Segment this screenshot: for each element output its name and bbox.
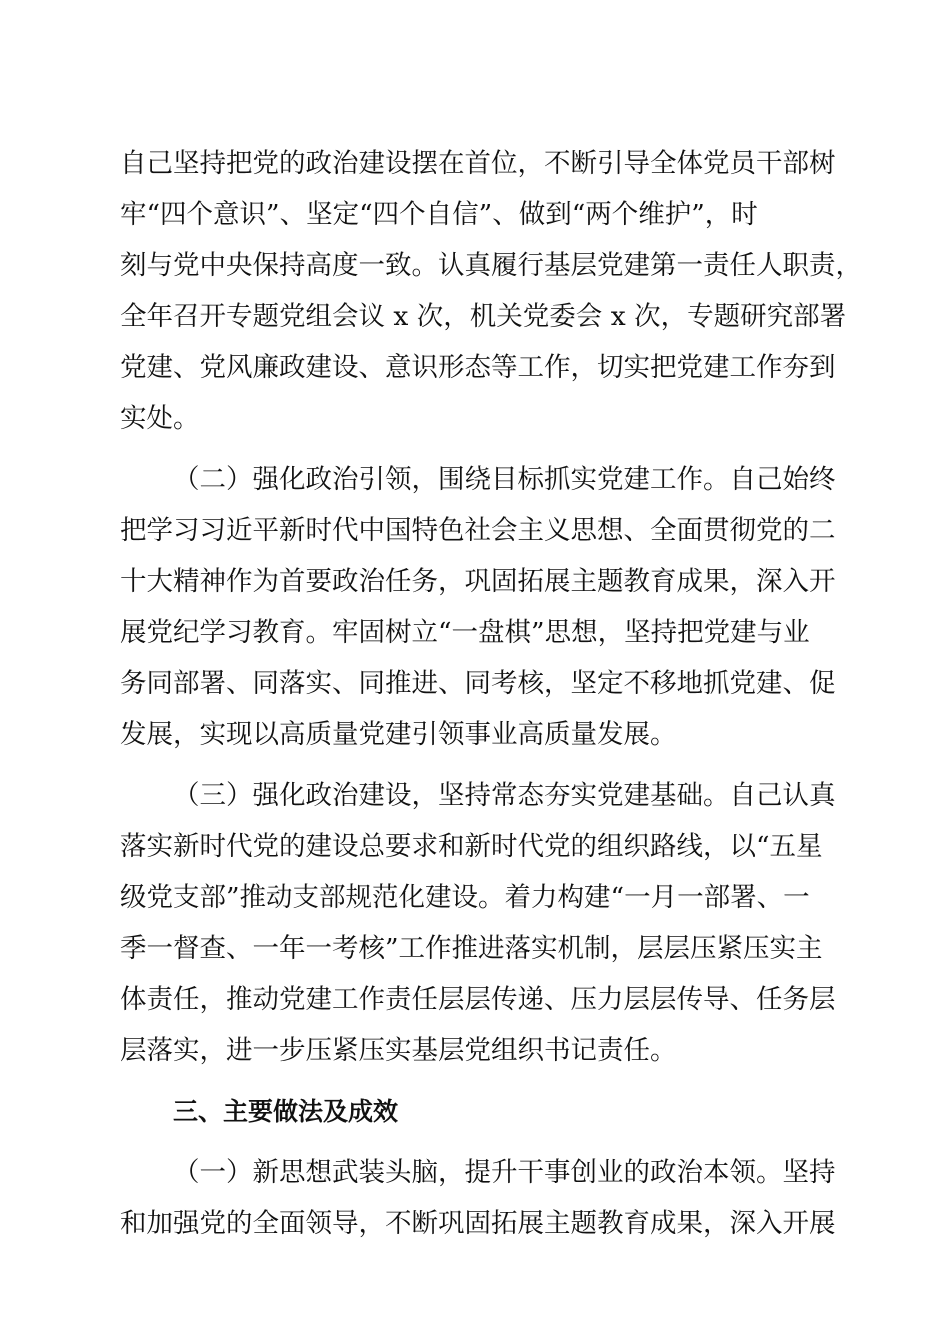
text-line: 发展，实现以高质量党建引领事业高质量发展。 bbox=[120, 719, 677, 750]
text-line: 体责任，推动党建工作责任层层传递、压力层层传导、任务层 bbox=[120, 984, 836, 1015]
text-line: 级党支部”推动支部规范化建设。着力构建“一月一部署、一 bbox=[120, 882, 810, 913]
text-line: 季一督查、一年一考核”工作推进落实机制，层层压紧压实主 bbox=[120, 933, 823, 964]
document-body bbox=[120, 138, 862, 1249]
text-line: 实处。 bbox=[120, 403, 200, 434]
subsection-heading-line: （一）新思想武装头脑，提升干事创业的政治本领。坚持 bbox=[173, 1157, 836, 1188]
text-line: 落实新时代党的建设总要求和新时代党的组织路线，以“五星 bbox=[120, 831, 823, 862]
text-line: 党建、党风廉政建设、意识形态等工作，切实把党建工作夯到 bbox=[120, 352, 836, 383]
text-line: 全年召开专题党组会议 x 次，机关党委会 x 次，专题研究部署 bbox=[120, 301, 847, 332]
section-heading: 三、主要做法及成效 bbox=[173, 1097, 399, 1126]
text-line: 自己坚持把党的政治建设摆在首位，不断引导全体党员干部树 bbox=[120, 148, 836, 179]
text-line: 刻与党中央保持高度一致。认真履行基层党建第一责任人职责， bbox=[120, 250, 862, 281]
text-line: 务同部署、同落实、同推进、同考核，坚定不移地抓党建、促 bbox=[120, 668, 836, 699]
paragraph-three-heading-line: （三）强化政治建设，坚持常态夯实党建基础。自己认真 bbox=[173, 780, 836, 811]
text-line: 把学习习近平新时代中国特色社会主义思想、全面贯彻党的二 bbox=[120, 515, 836, 546]
text-line: 牢“四个意识”、坚定“四个自信”、做到“两个维护”，时 bbox=[120, 199, 758, 230]
text-line: 十大精神作为首要政治任务，巩固拓展主题教育成果，深入开 bbox=[120, 566, 836, 597]
text-line: 层落实，进一步压紧压实基层党组织书记责任。 bbox=[120, 1035, 677, 1066]
paragraph-two-heading-line: （二）强化政治引领，围绕目标抓实党建工作。自己始终 bbox=[173, 464, 836, 495]
text-line: 展党纪学习教育。牢固树立“一盘棋”思想，坚持把党建与业 bbox=[120, 617, 810, 648]
text-line: 和加强党的全面领导，不断巩固拓展主题教育成果，深入开展 bbox=[120, 1208, 836, 1239]
